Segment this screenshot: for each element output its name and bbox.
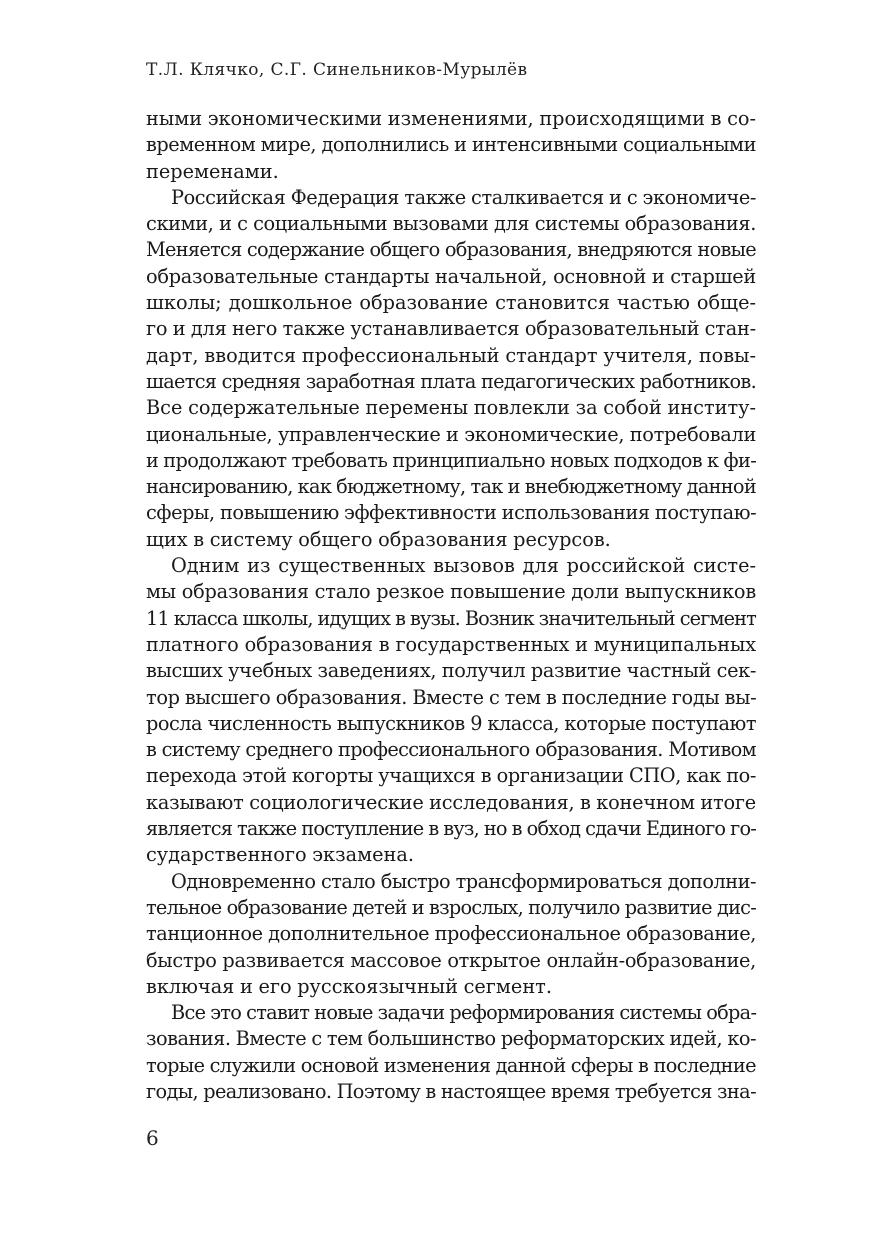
text-line: торые служили основой изменения данной сферы в последние bbox=[146, 1053, 756, 1077]
text-line: Все это ставит новые задачи реформирования системы обра- bbox=[171, 1001, 757, 1025]
text-line: образовательные стандарты начальной, основной и старшей bbox=[146, 264, 756, 288]
text-line: дарт, вводится профессиональный стандарт учителя, повы- bbox=[146, 343, 756, 367]
paragraph bbox=[146, 1000, 756, 1105]
text-line: высших учебных заведениях, получил развитие частный сек- bbox=[146, 659, 756, 683]
text-line: перехода этой когорты учащихся в организации СПО, как по- bbox=[146, 764, 756, 788]
text-line: годы, реализовано. Поэтому в настоящее время требуется зна- bbox=[146, 1079, 756, 1103]
text-line: Одновременно стало быстро трансформироваться дополни- bbox=[171, 869, 756, 893]
text-line: щих в систему общего образования ресурсов. bbox=[146, 527, 611, 551]
text-line: сударственного экзамена. bbox=[146, 843, 414, 867]
text-line: включая и его русскоязычный сегмент. bbox=[146, 974, 552, 998]
text-line: казывают социологические исследования, в конечном итоге bbox=[146, 790, 756, 814]
text-line: переменами. bbox=[146, 159, 279, 183]
text-line: и продолжают требовать принципиально новых подходов к фи- bbox=[146, 448, 757, 472]
text-line: Одним из существенных вызовов для российской систе- bbox=[171, 554, 756, 578]
running-head: Т.Л. Клячко, С.Г. Синельников-Мурылёв bbox=[146, 60, 528, 80]
text-line: зования. Вместе с тем большинство реформаторских идей, ко- bbox=[146, 1027, 756, 1051]
text-line: го и для него также устанавливается образовательный стан- bbox=[146, 317, 756, 341]
paragraph bbox=[146, 869, 756, 1000]
text-line: сферы, повышению эффективности использования поступаю- bbox=[146, 501, 757, 525]
text-line: мы образования стало резкое повышение доли выпускников bbox=[146, 580, 756, 604]
text-line: временном мире, дополнились и интенсивными социальными bbox=[146, 133, 756, 157]
text-line: платного образования в государственных и муниципальных bbox=[146, 632, 756, 656]
text-line: скими, и с социальными вызовами для системы образования. bbox=[146, 212, 756, 236]
text-line: быстро развивается массовое открытое онлайн-образование, bbox=[146, 948, 756, 972]
text-line: в систему среднего профессионального образования. Мотивом bbox=[146, 738, 756, 762]
page-number: 6 bbox=[146, 1126, 159, 1150]
text-line: школы; дошкольное образование становится частью обще- bbox=[146, 291, 756, 315]
text-line: Меняется содержание общего образования, внедряются новые bbox=[146, 238, 756, 262]
text-line: ными экономическими изменениями, происходящими в со- bbox=[146, 107, 756, 130]
text-line: Российская Федерация также сталкивается и с экономиче- bbox=[171, 185, 756, 209]
text-line: танционное дополнительное профессиональное образование, bbox=[146, 922, 756, 946]
text-line: 11 класса школы, идущих в вузы. Возник значительный сегмент bbox=[146, 606, 756, 630]
text-line: шается средняя заработная плата педагогических работников. bbox=[146, 369, 756, 393]
text-line: циональные, управленческие и экономические, потребовали bbox=[146, 422, 756, 446]
text-line: нансированию, как бюджетному, так и внебюджетному данной bbox=[146, 475, 756, 499]
text-line: Все содержательные перемены повлекли за собой институ- bbox=[146, 396, 756, 420]
paragraph bbox=[146, 185, 756, 553]
text-line: тельное образование детей и взрослых, получило развитие дис- bbox=[146, 895, 756, 919]
text-line: росла численность выпускников 9 класса, которые поступают bbox=[146, 711, 756, 735]
text-line: тор высшего образования. Вместе с тем в последние годы вы- bbox=[146, 685, 757, 709]
paragraph bbox=[146, 106, 756, 185]
paragraph bbox=[146, 553, 756, 869]
text-line: является также поступление в вуз, но в обход сдачи Единого го- bbox=[146, 817, 756, 841]
body-text bbox=[146, 106, 756, 1105]
